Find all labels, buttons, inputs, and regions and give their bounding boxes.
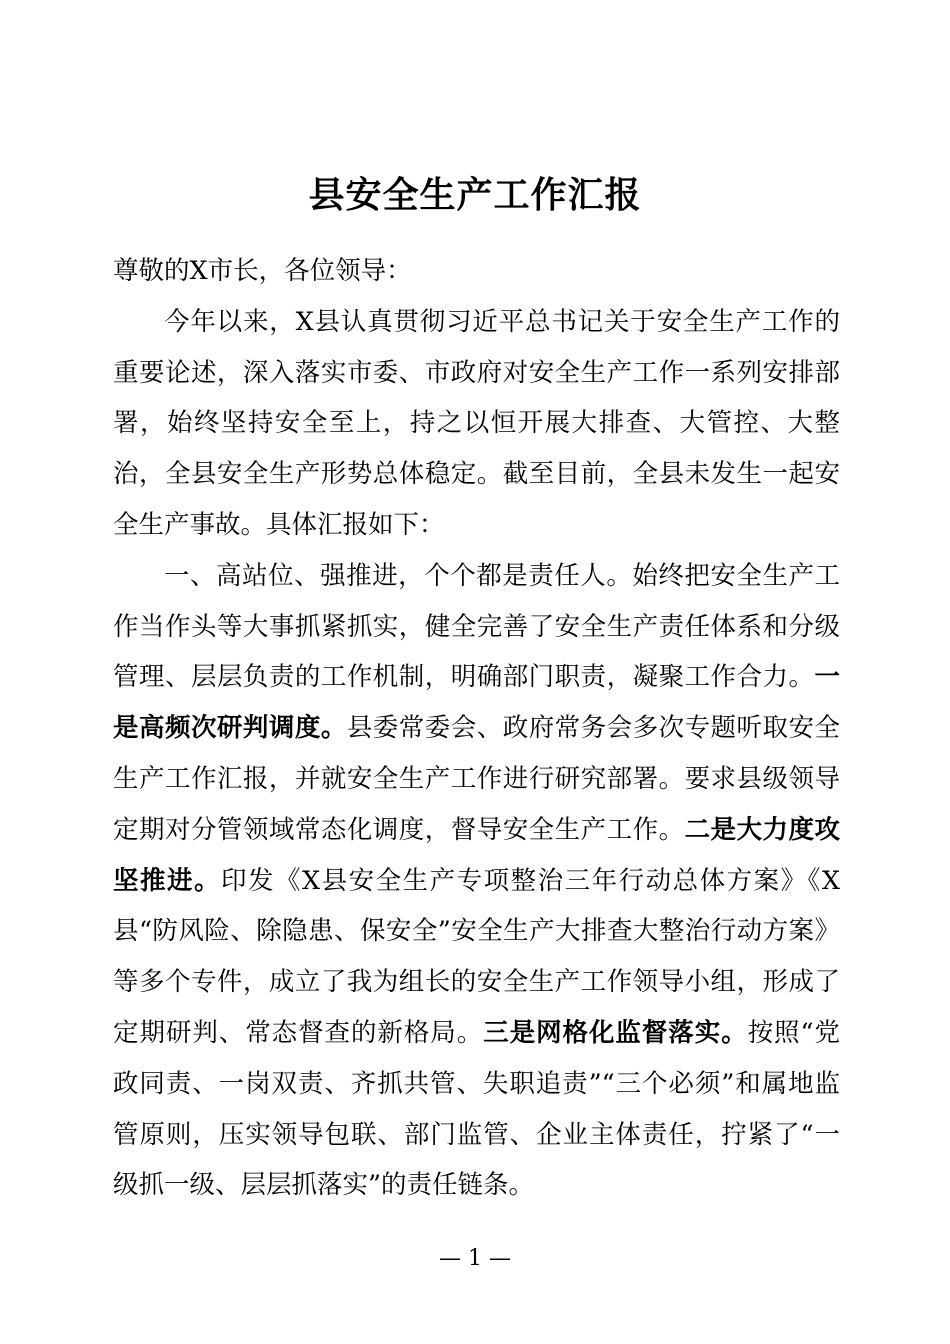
section-one-intro: 始终把安全生产工作当作头等大事抓紧抓实，健全完善了安全生产责任体系和分级管理、层层负责的工作机制，明确部门职责，凝聚工作合力。	[113, 560, 840, 693]
point-three-heading: 三是网格化监督落实。	[483, 1017, 748, 1048]
salutation: 尊敬的X市长，各位领导：	[113, 256, 412, 286]
page-number: — 1 —	[439, 1246, 511, 1271]
paragraph-intro: 今年以来，X县认真贯彻习近平总书记关于安全生产工作的重要论述，深入落实市委、市政府对安全生产工作一系列安排部署，始终坚持安全至上，持之以恒开展大排查、大管控、大整治，全县安全生产形势总体稳定。截至目前，全县未发生一起安全生产事故。具体汇报如下：	[113, 306, 840, 540]
point-three-text: 按照“党政同责、一岗双责、齐抓共管、失职追责”“三个必须”和属地监管原则，压实领导包联、部门监管、企业主体责任，拧紧了“一级抓一级、层层抓落实”的责任链条。	[113, 1017, 840, 1201]
point-one-heading: 一是高频次研判调度。	[113, 662, 840, 744]
section-one-heading: 一、高站位、强推进，个个都是责任人。	[164, 560, 633, 591]
paragraph-section-one	[113, 551, 840, 1211]
point-two-text: 印发《X县安全生产专项整治三年行动总体方案》《X县“防风险、除隐患、保安全”安全生产大排查大整治行动方案》等多个专件，成立了我为组长的安全生产工作领导小组，形成了定期研判、常态督查的新格局。	[113, 865, 840, 1048]
document-body	[113, 246, 840, 1211]
document-title: 县安全生产工作汇报	[308, 174, 642, 217]
point-one-text: 县委常委会、政府常务会多次专题听取安全生产工作汇报，并就安全生产工作进行研究部署。要求县级领导定期对分管领域常态化调度，督导安全生产工作。	[113, 713, 840, 845]
point-two-heading: 二是大力度攻坚推进。	[113, 814, 840, 896]
